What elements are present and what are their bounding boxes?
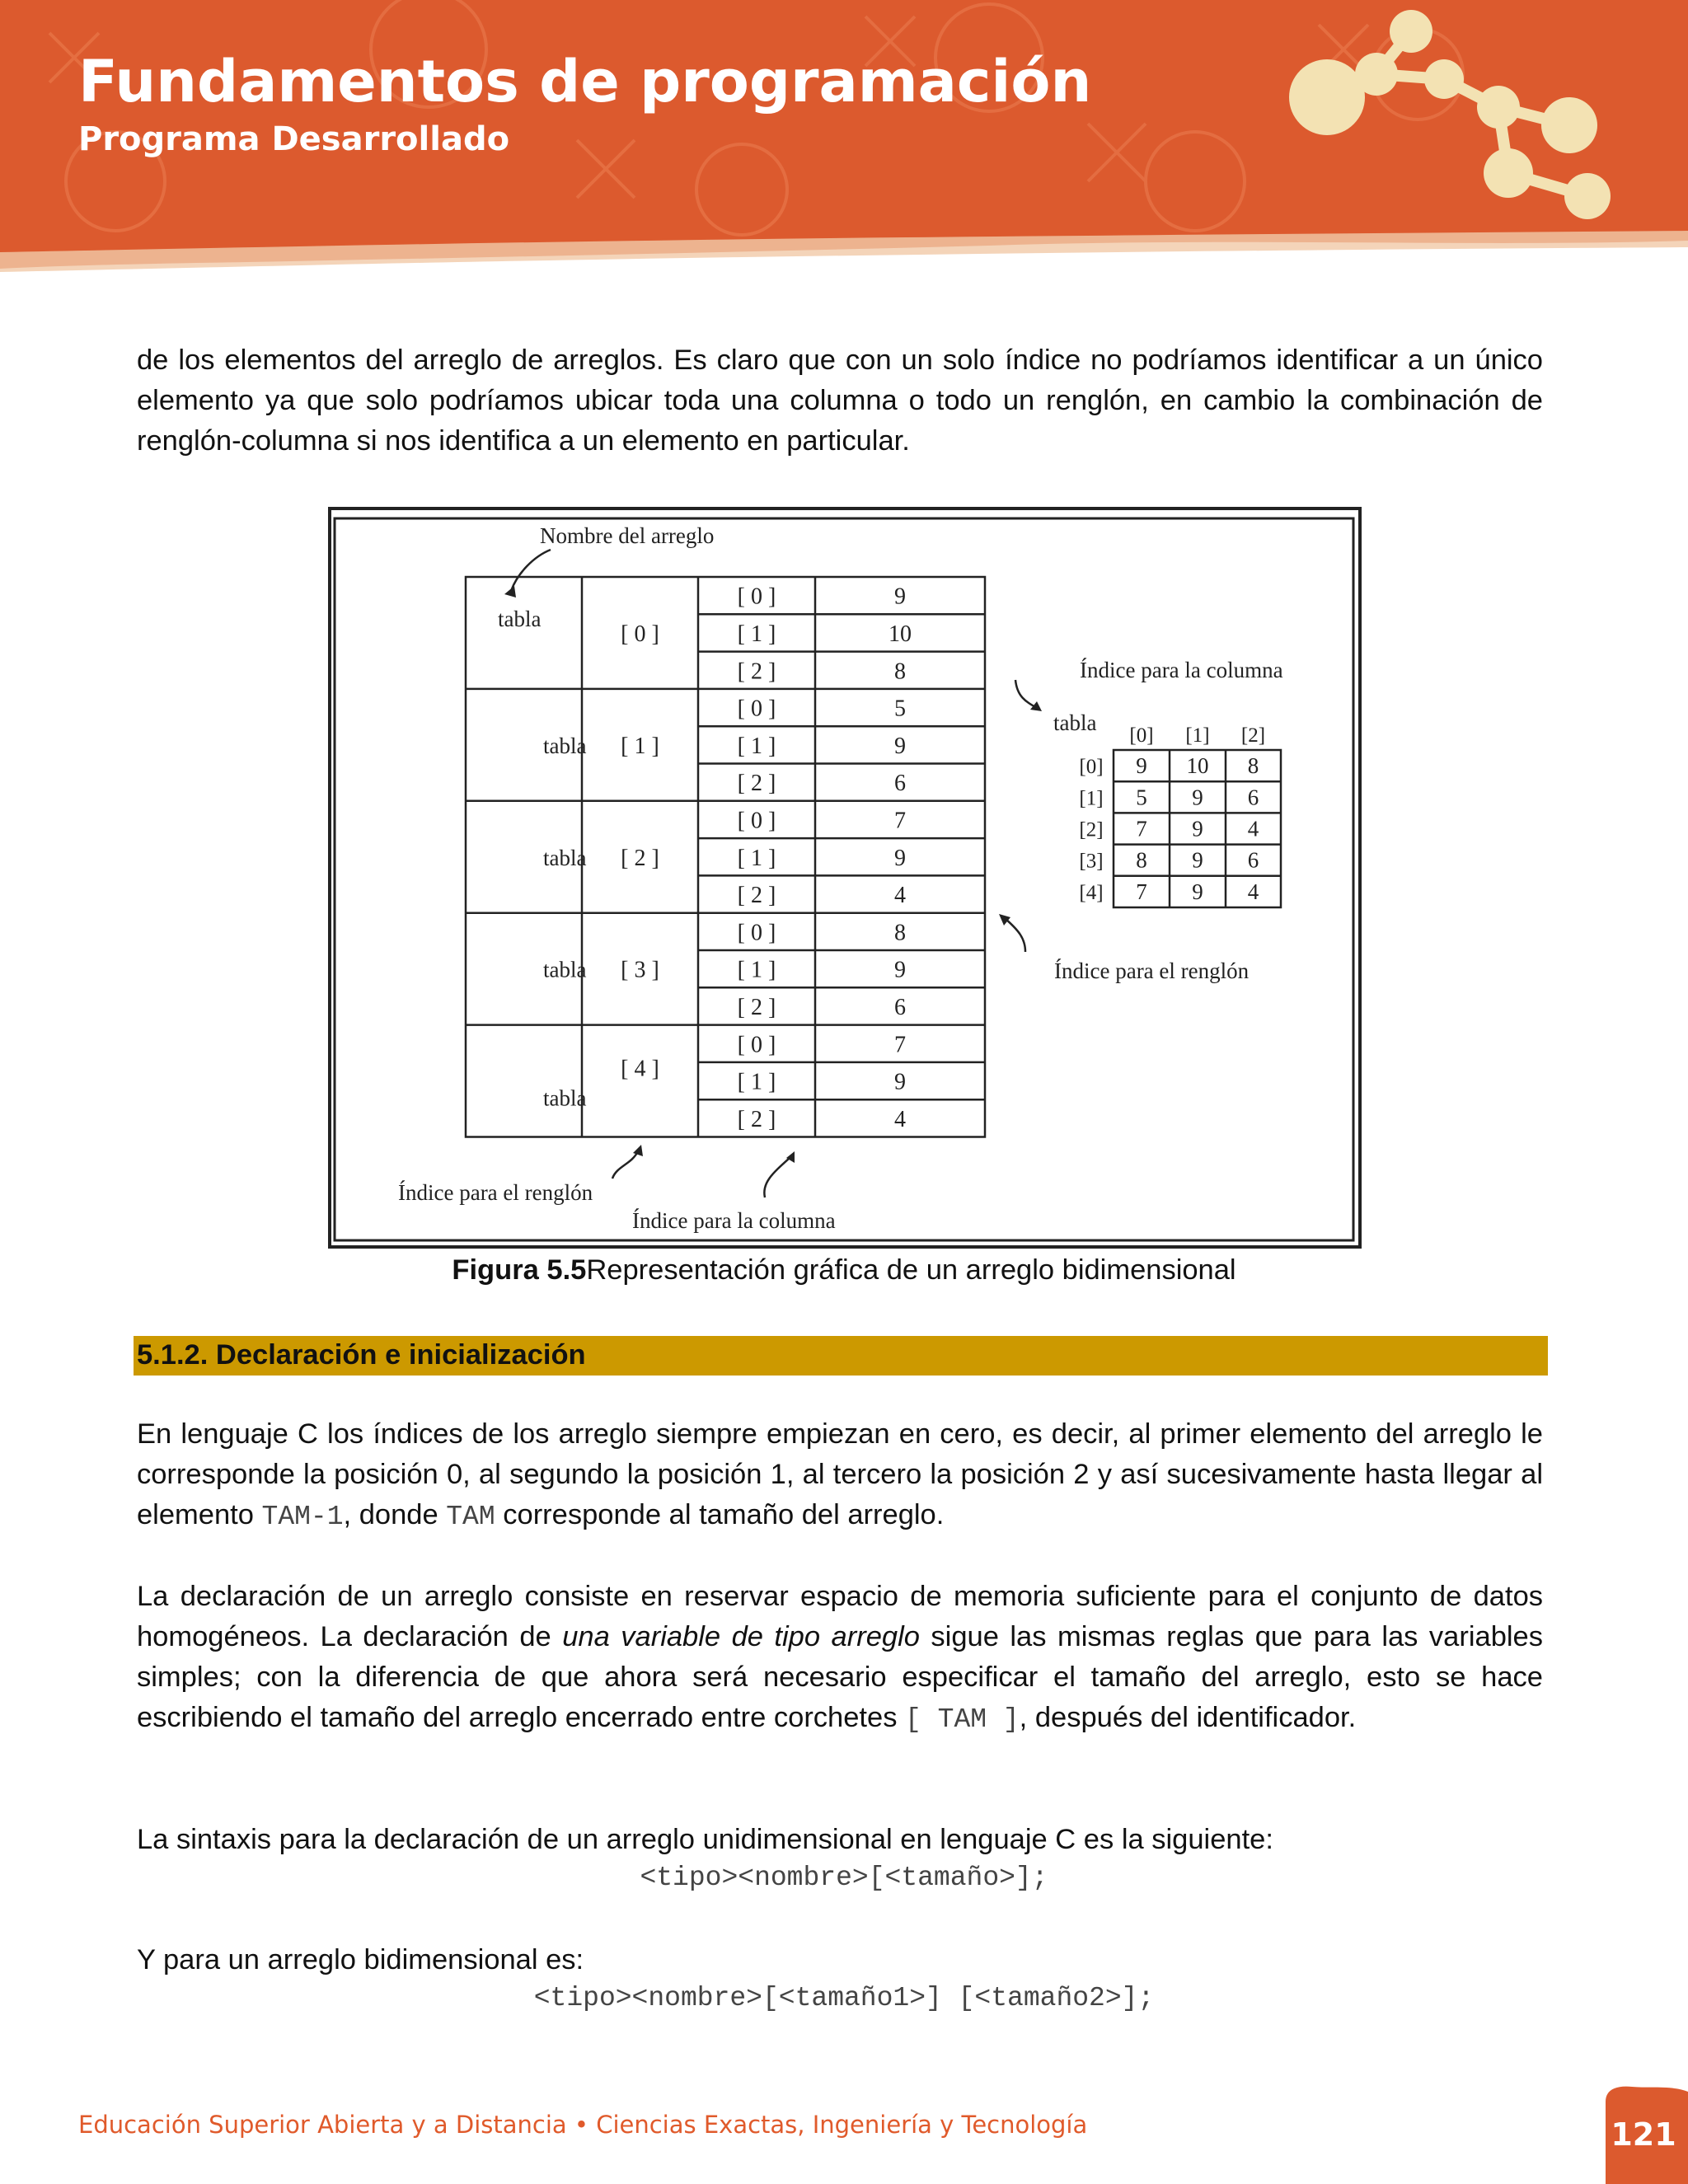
expanded-cell-value: 6 — [894, 771, 906, 797]
compact-row-header: [0] — [1079, 756, 1104, 779]
paragraph-declaration — [137, 1577, 1543, 1740]
code-syntax-1d: <tipo><nombre>[<tamaño>]; — [640, 1863, 1048, 1893]
expanded-cell-value: 5 — [894, 696, 906, 722]
paragraph-2-text-b: sigue las mismas reglas que para las variables simples; con la diferencia de que ahora será necesario especificar el tamaño del arreglo, esto se hace escribiendo el tamaño del arreglo encerrado entre corchetes — [137, 1621, 1543, 1733]
compact-cell-value: 7 — [1136, 816, 1147, 841]
compact-cell-value: 9 — [1136, 753, 1147, 779]
expanded-col-label: [ 0 ] — [737, 696, 776, 722]
expanded-row-label: [ 2 ] — [621, 845, 659, 871]
compact-cell-value: 5 — [1136, 785, 1147, 810]
expanded-cell-value: 9 — [894, 845, 906, 871]
expanded-col-label: [ 2 ] — [737, 771, 776, 797]
expanded-col-label: [ 0 ] — [737, 583, 776, 610]
compact-col-header: [2] — [1240, 724, 1266, 747]
footer-text: Educación Superior Abierta y a Distancia • Ciencias Exactas, Ingeniería y Tecnología — [78, 2111, 1088, 2139]
array-diagram — [328, 507, 1362, 1249]
expanded-array-name: tabla — [543, 733, 587, 758]
compact-array-table — [1053, 710, 1281, 907]
compact-row-header: [2] — [1079, 818, 1104, 841]
expanded-row-label: [ 4 ] — [621, 1056, 659, 1082]
document-subtitle: Programa Desarrollado — [78, 120, 510, 158]
expanded-col-label: [ 0 ] — [737, 1032, 776, 1058]
expanded-col-label: [ 1 ] — [737, 1069, 776, 1095]
intro-paragraph: de los elementos del arreglo de arreglos. Es claro que con un solo índice no podríamos identificar a un único elemento ya que solo podríamos ubicar toda una columna o todo un renglón, en cambio la combinación de renglón-columna si nos identifica a un elemento en particular. — [137, 344, 1543, 457]
expanded-cell-value: 4 — [894, 1106, 906, 1132]
compact-cell-value: 9 — [1192, 847, 1203, 873]
paragraph-1-text-b: , donde — [343, 1499, 447, 1530]
compact-cell-value: 6 — [1247, 847, 1259, 873]
paragraph-syntax-1d: La sintaxis para la declaración de un arreglo unidimensional en lenguaje C es la siguiente: — [137, 1824, 1273, 1855]
arrowhead-column-index-right — [1030, 701, 1042, 711]
expanded-cell-value: 9 — [894, 733, 906, 759]
expanded-array-name: tabla — [498, 606, 542, 631]
expanded-col-label: [ 2 ] — [737, 883, 776, 909]
expanded-cell-value: 9 — [894, 957, 906, 983]
expanded-col-label: [ 1 ] — [737, 733, 776, 759]
expanded-row-label: [ 0 ] — [621, 621, 659, 647]
expanded-array-table — [466, 577, 985, 1137]
row-index-label-bottom: Índice para el renglón — [398, 1180, 593, 1205]
paragraph-index-start — [137, 1414, 1543, 1537]
page-number: 121 — [1611, 2116, 1676, 2153]
document-title: Fundamentos de programación — [78, 48, 1092, 115]
arrowhead-array-name — [504, 586, 516, 598]
expanded-array-name: tabla — [543, 1085, 587, 1111]
paragraph-1-text-a: En lenguaje C los índices de los arreglo siempre empiezan en cero, es decir, al primer elemento del arreglo le corresponde la posición 0, al segundo la posición 1, al tercero la posición 2 y así sucesivamente hasta llegar al elemento — [137, 1418, 1543, 1530]
column-index-label-right: Índice para la columna — [1080, 658, 1283, 682]
expanded-col-label: [ 2 ] — [737, 1106, 776, 1132]
code-tam-minus-1: TAM-1 — [261, 1502, 344, 1532]
expanded-cell-value: 8 — [894, 920, 906, 946]
expanded-cell-value: 9 — [894, 1069, 906, 1095]
expanded-array-name: tabla — [543, 957, 587, 982]
compact-cell-value: 6 — [1247, 785, 1259, 810]
arrowhead-row-index-right — [999, 914, 1010, 926]
array-name-label: Nombre del arreglo — [540, 523, 715, 548]
paragraph-syntax-2d: Y para un arreglo bidimensional es: — [137, 1944, 584, 1975]
expanded-cell-value: 7 — [894, 1032, 906, 1058]
expanded-cell-value: 10 — [889, 621, 912, 647]
compact-cell-value: 4 — [1247, 879, 1259, 904]
compact-cell-value: 8 — [1247, 753, 1259, 779]
compact-cell-value: 9 — [1192, 785, 1203, 810]
expanded-col-label: [ 1 ] — [737, 845, 776, 871]
code-syntax-2d: <tipo><nombre>[<tamaño1>] [<tamaño2>]; — [533, 1983, 1155, 2013]
compact-cell-value: 8 — [1136, 847, 1147, 873]
expanded-cell-value: 6 — [894, 994, 906, 1020]
figure-caption-text: Representación gráfica de un arreglo bidimensional — [586, 1254, 1236, 1286]
paragraph-1-text-c: corresponde al tamaño del arreglo. — [495, 1499, 945, 1530]
paragraph-2-italic: una variable de tipo arreglo — [562, 1621, 920, 1652]
compact-cell-value: 9 — [1192, 816, 1203, 841]
expanded-cell-value: 9 — [894, 583, 906, 610]
expanded-row-label: [ 3 ] — [621, 957, 659, 983]
compact-col-header: [0] — [1129, 724, 1154, 747]
compact-row-header: [4] — [1079, 881, 1104, 904]
arrow-row-index-bottom — [612, 1151, 638, 1179]
code-brackets-tam: [ TAM ] — [905, 1704, 1020, 1735]
paragraph-2-text-a: La declaración de un arreglo consiste en reservar espacio de memoria suficiente para el conjunto de datos homogéneos. La declaración de — [137, 1581, 1543, 1652]
row-index-label-right: Índice para el renglón — [1054, 958, 1250, 983]
expanded-col-label: [ 2 ] — [737, 994, 776, 1020]
expanded-col-label: [ 1 ] — [737, 957, 776, 983]
arrow-column-index-right — [1015, 680, 1037, 708]
compact-array-name: tabla — [1053, 710, 1097, 735]
compact-row-header: [1] — [1079, 787, 1104, 810]
arrow-column-index-bottom — [764, 1158, 790, 1197]
expanded-cell-value: 7 — [894, 808, 906, 834]
expanded-cell-value: 8 — [894, 658, 906, 685]
arrowhead-row-index-bottom — [633, 1145, 643, 1156]
compact-cell-value: 9 — [1192, 879, 1203, 904]
header-banner — [0, 0, 1688, 280]
expanded-col-label: [ 0 ] — [737, 920, 776, 946]
section-heading: 5.1.2. Declaración e inicialización — [137, 1339, 586, 1371]
code-tam: TAM — [446, 1502, 495, 1532]
expanded-col-label: [ 2 ] — [737, 658, 776, 685]
compact-cell-value: 7 — [1136, 879, 1147, 904]
paragraph-2-text-c: , después del identificador. — [1019, 1702, 1357, 1733]
column-index-label-bottom: Índice para la columna — [632, 1208, 836, 1233]
figure-caption-number: Figura 5.5 — [452, 1254, 587, 1286]
compact-cell-value: 10 — [1186, 753, 1209, 779]
figure-caption — [0, 1254, 1688, 1286]
arrow-row-index-right — [1006, 919, 1025, 952]
figure-5-5 — [328, 507, 1362, 1249]
arrow-array-name — [511, 550, 551, 591]
expanded-array-name: tabla — [543, 845, 587, 870]
expanded-row-label: [ 1 ] — [621, 733, 659, 759]
expanded-cell-value: 4 — [894, 883, 906, 909]
compact-cell-value: 4 — [1247, 816, 1259, 841]
expanded-col-label: [ 0 ] — [737, 808, 776, 834]
expanded-col-label: [ 1 ] — [737, 621, 776, 647]
compact-row-header: [3] — [1079, 850, 1104, 873]
compact-col-header: [1] — [1185, 724, 1210, 747]
section-heading-bar — [134, 1336, 1548, 1376]
